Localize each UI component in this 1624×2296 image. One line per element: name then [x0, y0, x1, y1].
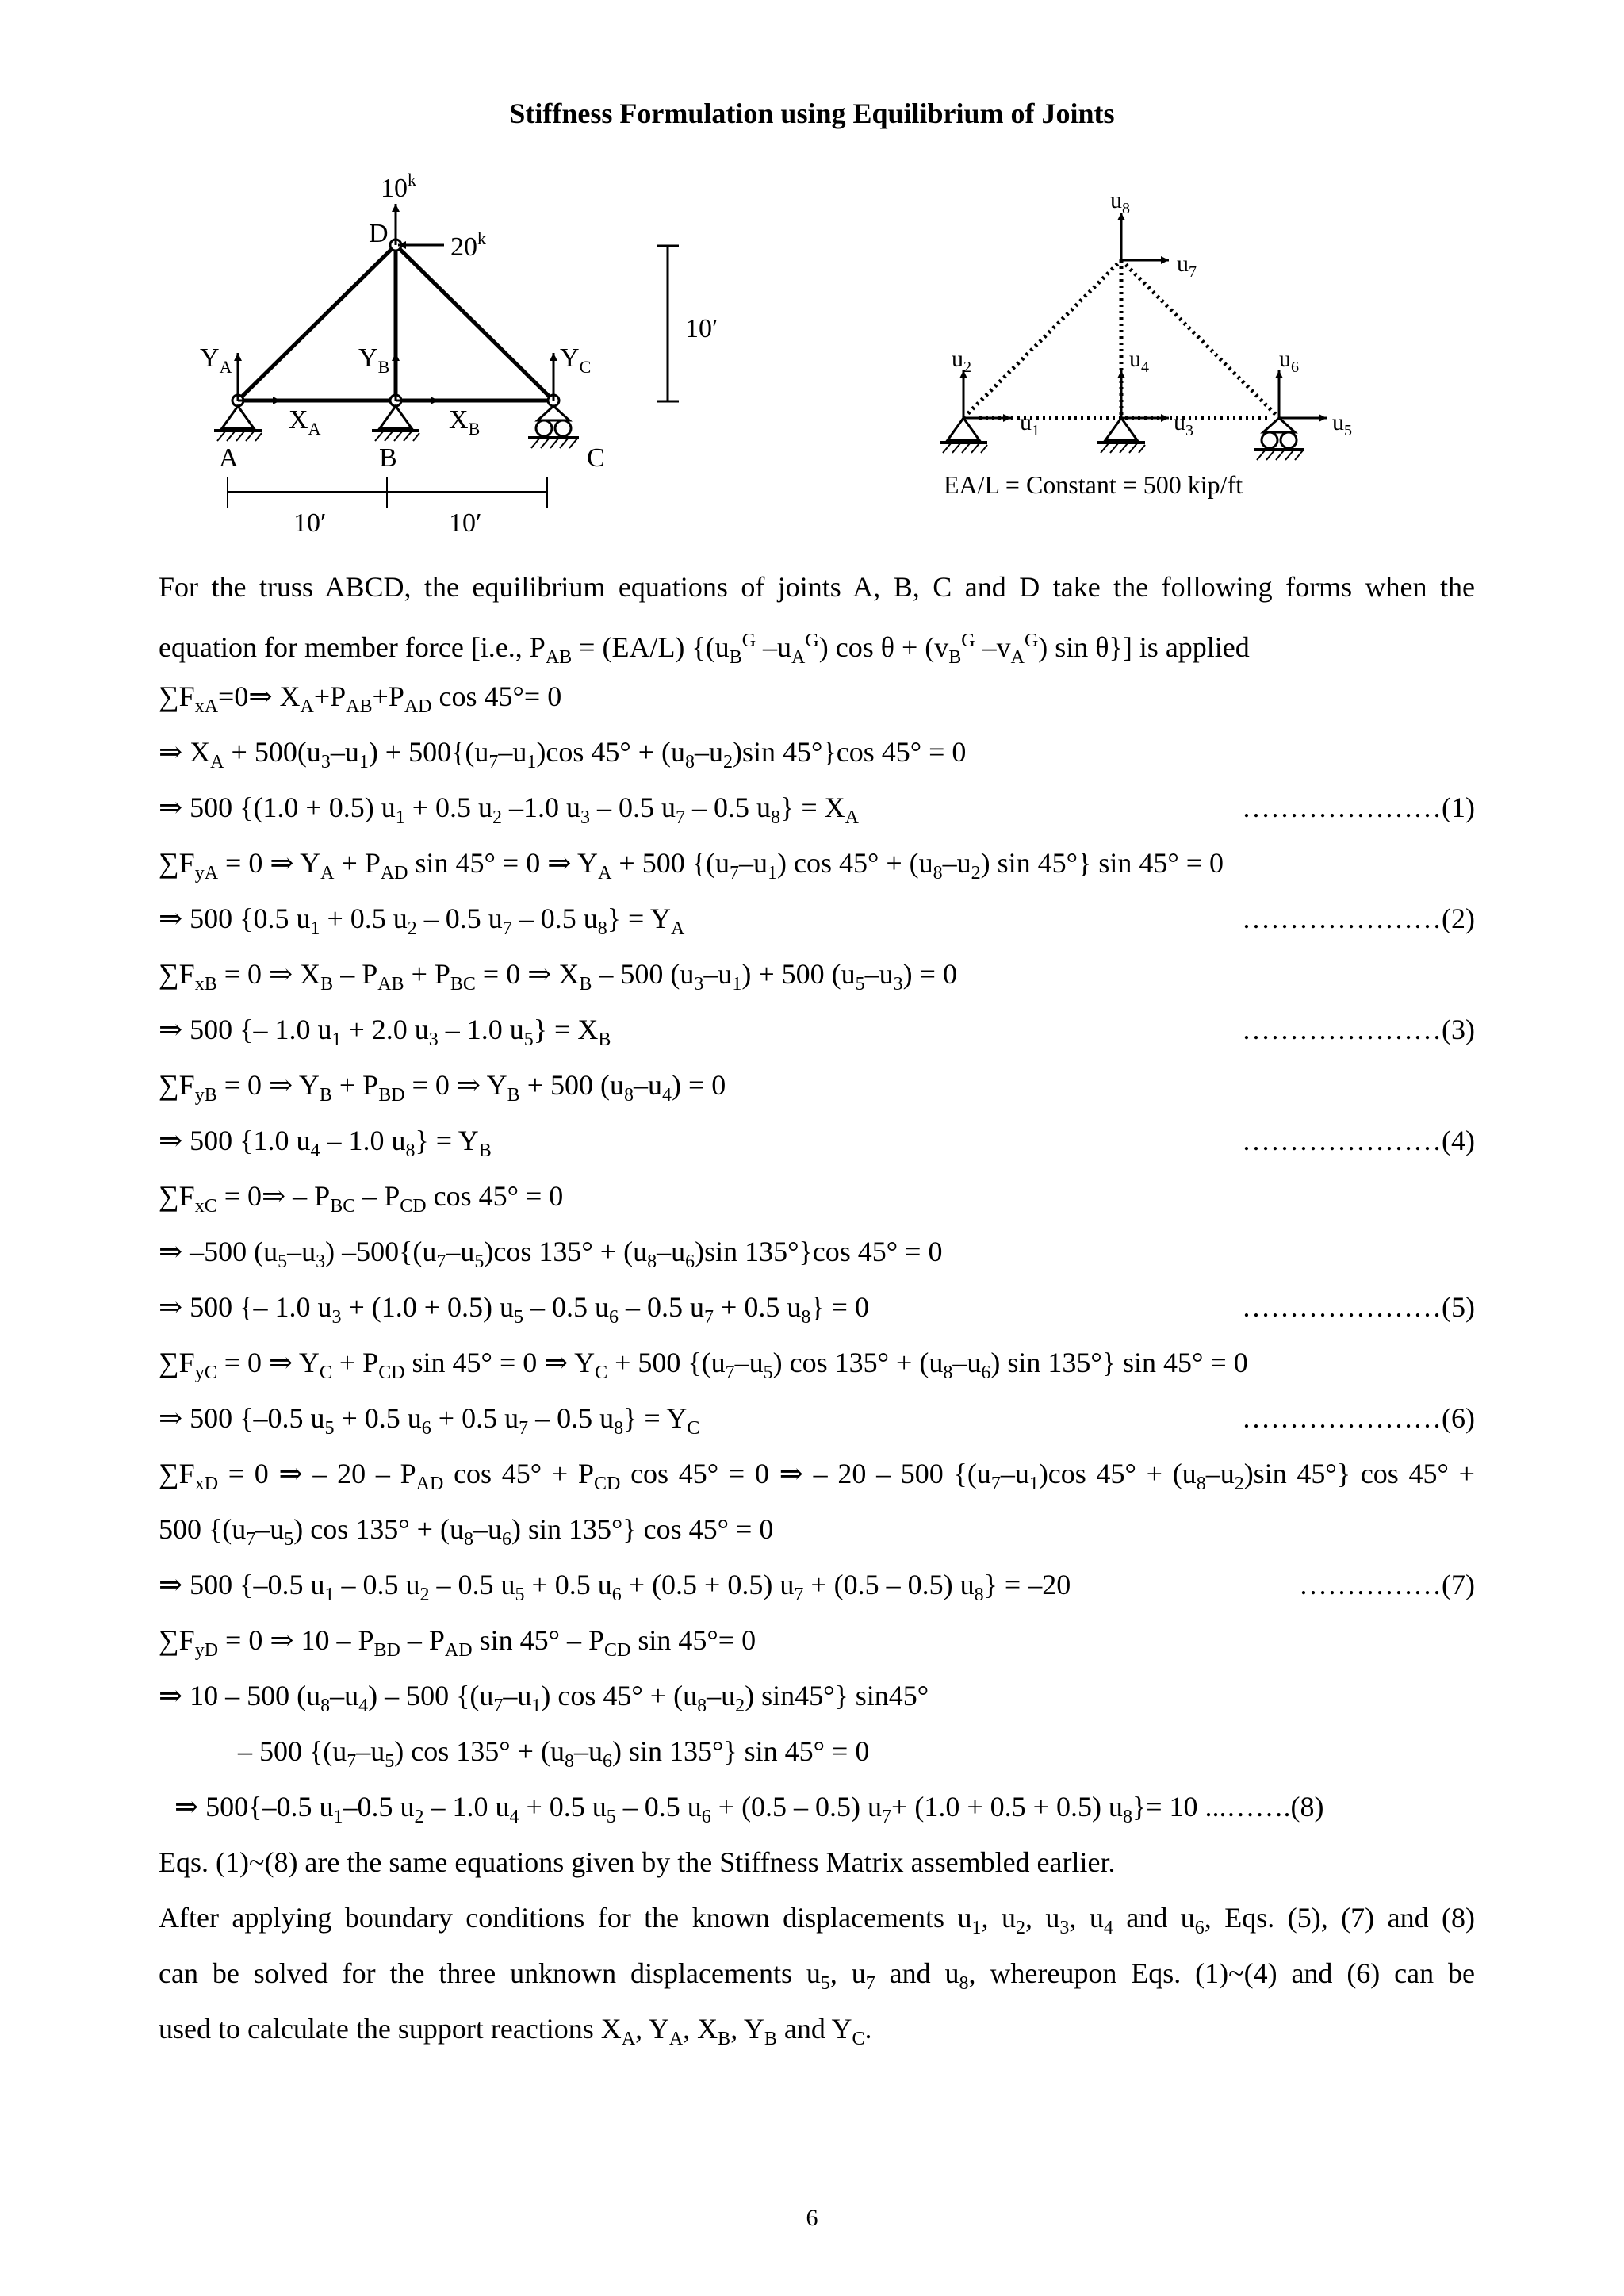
vertical-load-label: 10 [381, 174, 408, 203]
dof-figure [920, 182, 1411, 531]
dof-u6-label: u [1279, 346, 1291, 372]
equation-text: ⇒ 500 {– 1.0 $u_1 + 2.0$ $u_3 - 1.0$ $u_5\} = X_B$ [159, 1014, 611, 1051]
svg-text:10k: 10$^k$ [381, 170, 416, 203]
equation-number: …………………(5) [1242, 1291, 1475, 1323]
equation-text: Eqs. (1)~(8) are the same equations given by the Stiffness Matrix assembled earlier. [159, 1846, 1116, 1878]
equation-text: – 500 {$(u_7-u_5)$ $\cos 135^\circ + (u_8-u_6)$ sin 135°} sin 45° = 0 [238, 1735, 870, 1773]
equation-line [159, 1557, 1475, 1612]
equation-text: ⇒ $X_A + 500(u_3-u_1) + 500\{(u_7-u_1)\cos$ $45^\circ + (u_8-u_2)\sin$ 45°}cos 45° = 0 [159, 736, 967, 773]
equation-number: …………………(4) [1242, 1125, 1475, 1156]
equation-line [159, 891, 1475, 946]
equation-text: $\sum F_{yB} = 0$ ⇒ $Y_B + P_{BD} = 0$ ⇒ $Y_B + 500$ $(u_8-u_4) = 0$ [159, 1069, 726, 1106]
equation-line [159, 780, 1475, 835]
svg-text:u7: $u_7$ [1177, 251, 1197, 281]
svg-text:u6: $u_6$ [1279, 346, 1299, 376]
equation-line [159, 1390, 1475, 1446]
height-dimension-label: 10′ [685, 314, 718, 343]
equation-line [159, 946, 1475, 1002]
equation-number: …………………(6) [1242, 1402, 1475, 1434]
equation-line [159, 2001, 1475, 2056]
equation-text: used to calculate the support reactions $X_A$, $Y_A$, $X_B$, $Y_B$ and $Y_C$. [159, 2013, 872, 2050]
reaction-xa-label: X [289, 405, 308, 435]
equation-line [159, 1612, 1475, 1668]
equation-text: ⇒ 500 {–0.5 $u_1 - 0.5$ $u_2 - 0.5$ $u_5 + 0.5$ $u_6 + (0.5 + 0.5) u_7 + (0.5 - 0.5) u_8\} = -20$ [159, 1569, 1071, 1606]
equation-line [159, 1446, 1475, 1501]
svg-text:u1: $u_1$ [1020, 409, 1040, 439]
equation-line [159, 724, 1475, 780]
support-b-pin-icon [372, 406, 419, 441]
equation-line [159, 1224, 1475, 1279]
equation-text: $\sum F_{yC} = 0$ ⇒ $Y_C + P_{CD}$ sin 45° = 0 ⇒ $Y_C + 500$ {$(u_7-u_5)$ $\cos 135^\circ + (u_8-u_6)$ sin 135°} sin 45° = 0 [159, 1347, 1248, 1384]
equation-line [159, 1668, 1475, 1723]
equation-line [159, 1002, 1475, 1057]
svg-text:XB: $X_B$ [449, 405, 481, 439]
equation-line [159, 1834, 1475, 1890]
equation-line [159, 1945, 1475, 2001]
svg-text:u3: $u_3$ [1174, 409, 1193, 439]
svg-text:YB: $Y_B$ [358, 343, 390, 377]
equation-line [159, 1779, 1475, 1834]
dof-support-a-pin-icon [940, 418, 987, 453]
span-left-label: 10′ [293, 508, 327, 538]
dof-u3-label: u [1174, 409, 1185, 435]
equation-line [159, 613, 1475, 669]
equation-text: $\sum F_{yA} = 0$ ⇒ $Y_A + P_{AD}$ sin 45° = 0 ⇒ $Y_A + 500$ {$(u_7-u_1)$ $\cos 45^\circ + (u_8-u_2)$ sin 45°} sin 45° = 0 [159, 847, 1224, 884]
equation-text: ⇒ 500 {1.0 $u_4 - 1.0$ $u_8\} = Y_B$ [159, 1125, 492, 1162]
node-c-label: C [587, 443, 605, 473]
equation-line [159, 1168, 1475, 1224]
equation-text: $\sum F_{xB} = 0$ ⇒ $X_B - P_{AB} + P_{BC} = 0$ ⇒ $X_B - 500$ $(u_3-u_1) + 500$ $(u_5-u_3) = 0$ [159, 958, 957, 995]
equation-text: $\sum F_{xC}$ = 0⇒ – $P_{BC} - P_{CD}$ cos 45° = 0 [159, 1180, 564, 1217]
svg-text:YA: $Y_A$ [200, 343, 232, 377]
dof-u8-label: u [1110, 187, 1122, 213]
span-right-label: 10′ [449, 508, 482, 538]
equation-line [159, 1335, 1475, 1390]
equation-number: …………………(1) [1242, 792, 1475, 823]
node-d-label: D [369, 219, 389, 248]
equation-number: …………………(3) [1242, 1014, 1475, 1045]
equation-text: ⇒ 500 {0.5 $u_1 + 0.5$ $u_2 - 0.5$ $u_7 - 0.5$ $u_8\} = Y_A$ [159, 903, 685, 940]
equation-text: can be solved for the three unknown displacements $u_5$, $u_7$ and $u_8$, whereupon Eqs. (1)~(4) and (6) can be [159, 1957, 1476, 1995]
equation-line [159, 1501, 1475, 1557]
equation-text: $\sum F_{yD} = 0$ ⇒ $10 - P_{BD} - P_{AD}$ $\sin 45^\circ - P_{CD}$ sin 45°= 0 [159, 1624, 756, 1662]
svg-text:20k: 20$^k$ [450, 228, 486, 262]
equation-line [159, 1723, 1475, 1779]
equation-text: ⇒ 500 {– 1.0 $u_3 + (1.0 + 0.5)$ $u_5 - 0.5$ $u_6 - 0.5$ $u_7 + 0.5$ $u_8\} = 0$ [159, 1291, 869, 1328]
equation-text: ⇒ –500 $(u_5-u_3)$ $-500\{(u_7-u_5)\cos$ $135^\circ + (u_8-u_6)\sin$ 135°}cos 45° = 0 [159, 1236, 943, 1273]
equation-line [159, 559, 1475, 615]
equation-text: ⇒ 500 {(1.0 + 0.5) $u_1 + 0.5$ $u_2$ –1.0 $u_3 - 0.5$ $u_7 - 0.5$ $u_8\} = X_A$ [159, 792, 859, 829]
equation-line [159, 835, 1475, 891]
svg-text:u8: $u_8$ [1110, 187, 1130, 217]
equation-text: After applying boundary conditions for the known displacements $u_1$, $u_2$, $u_3$, $u_4$ and $u_6$, Eqs. (5), (7) and (8) [159, 1902, 1476, 1939]
height-dimension [657, 246, 679, 401]
equation-line [159, 669, 1475, 724]
equation-number: …………………(2) [1242, 903, 1475, 934]
svg-text:XA: $X_A$ [289, 405, 321, 439]
horizontal-load-label: 20 [450, 232, 477, 262]
equation-line [159, 1279, 1475, 1335]
node-a-label: A [219, 443, 239, 473]
dof-u5-label: u [1332, 409, 1344, 435]
svg-text:YC: $Y_C$ [560, 343, 592, 377]
dof-u4-label: u [1129, 346, 1141, 372]
equation-text: For the truss ABCD, the equilibrium equations of joints A, B, C and D take the following forms when the [159, 571, 1475, 603]
equation-text: equation for member force [i.e., $P_{AB} = (EA/L)$ {($u_B^G$ $-u_A^G$) $\cos \theta + (v_B^G$ $-v_A^G$) sin θ}] is applied [159, 631, 1250, 669]
dof-u2-label: u [952, 346, 963, 372]
equation-text: ⇒ 500 {–0.5 $u_5 + 0.5$ $u_6 + 0.5$ $u_7 - 0.5$ $u_8\} = Y_C$ [159, 1402, 700, 1439]
dof-support-c-roller-icon [1254, 418, 1304, 460]
support-c-roller-icon [528, 406, 579, 448]
equation-text: $\sum F_{xA}=0\Rightarrow$ $X_A+P_{AB}+P_{AD}$ cos 45°= 0 [159, 680, 562, 718]
equation-text: $\sum F_{xD} = 0$ ⇒ – $20 - P_{AD}$ $\cos 45^\circ + P_{CD}$ cos 45° = 0 ⇒ – 20 – 500 {$(u_7-u_1)\cos$ $45^\circ + (u_8-u_2)\sin$ 45°} cos 45° + [159, 1458, 1475, 1495]
dof-u7-label: u [1177, 251, 1189, 277]
equation-line [159, 1113, 1475, 1168]
svg-text:u5: $u_5$ [1332, 409, 1352, 439]
reaction-xb-label: X [449, 405, 469, 435]
dof-u1-label: u [1020, 409, 1032, 435]
equation-text: ⇒ 10 – 500 $(u_8-u_4) - 500$ {$(u_7-u_1)$ $\cos 45^\circ + (u_8-u_2)$ sin45°} sin45° [159, 1680, 929, 1717]
span-dimension [228, 477, 547, 508]
equation-line [159, 1057, 1475, 1113]
svg-text:u4: $u_4$ [1129, 346, 1149, 376]
reaction-yc-label: Y [560, 343, 580, 373]
svg-text:u2: $u_2$ [952, 346, 971, 376]
reaction-ya-label: Y [200, 343, 220, 373]
equation-number: ……………(7) [1299, 1569, 1475, 1600]
node-b-label: B [379, 443, 397, 473]
equation-text: 500 {$(u_7-u_5)$ $\cos 135^\circ + (u_8-u_6)$ sin 135°} cos 45° = 0 [159, 1513, 774, 1550]
page-number: 6 [806, 2205, 818, 2231]
stiffness-note: EA/L = Constant = 500 kip/ft [944, 470, 1243, 499]
dof-support-b-pin-icon [1097, 418, 1145, 453]
page-title: Stiffness Formulation using Equilibrium of Joints [509, 98, 1115, 129]
equation-line [159, 1890, 1475, 1945]
support-a-pin-icon [214, 406, 262, 441]
equation-text: ⇒ 500{–0.5 $u_1-0.5$ $u_2 - 1.0$ $u_4 + 0.5$ $u_5 - 0.5$ $u_6 + (0.5 - 0.5)$ $u_7+ (1.0 + 0.5 + 0.5)$ $u_8\}= 10$ ...…….(8) [174, 1791, 1324, 1828]
truss-figure [182, 159, 785, 539]
reaction-yb-label: Y [358, 343, 378, 373]
